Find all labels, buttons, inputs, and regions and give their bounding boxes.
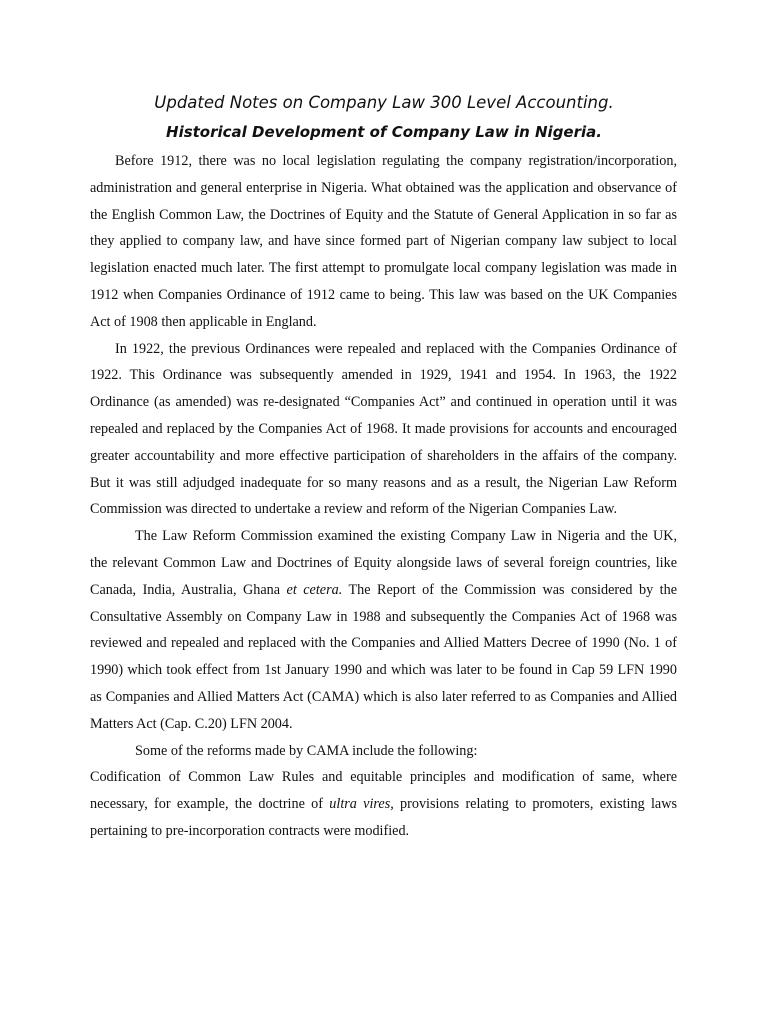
paragraph-4: Some of the reforms made by CAMA include the following: xyxy=(135,742,478,759)
paragraph-3 xyxy=(90,523,677,737)
paragraph-5 xyxy=(90,764,677,844)
paragraph-3-text-a: The Law Reform Commission examined the existing Company Law in Nigeria and the UK, the relevant Common Law and Doctrines of Equity alongside laws of several foreign countries, like Canada, India, Australia, Ghana xyxy=(90,528,677,598)
document-title: Updated Notes on Company Law 300 Level Accounting. xyxy=(154,93,614,112)
section-heading: Historical Development of Company Law in Nigeria. xyxy=(166,123,602,141)
paragraph-5-italic: ultra vires, xyxy=(329,796,394,813)
paragraph-3-italic: et cetera. xyxy=(286,581,343,598)
paragraph-3-text-b: The Report of the Commission was considered by the Consultative Assembly on Company Law in 1988 and subsequently the Companies Act of 1968 was reviewed and repealed and replaced with the Companies and Allied Matters Decree of 1990 (No. 1 of 1990) which took effect from 1st January 1990 and which was later to be found in Cap 59 LFN 1990 as Companies and Allied Matters Act (CAMA) which is also later referred to as Companies and Allied Matters Act (Cap. C.20) LFN 2004. xyxy=(90,581,677,732)
paragraph-5-text-b: provisions relating to promoters, existing laws pertaining to pre-incorporation contracts were modified. xyxy=(90,796,677,839)
paragraph-5-text-a: Codification of Common Law Rules and equitable principles and modification of same, where necessary, for example, the doctrine of xyxy=(90,769,677,813)
paragraph-1: Before 1912, there was no local legislation regulating the company registration/incorporation, administration and general enterprise in Nigeria. What obtained was the application and observance of the English Common Law, the Doctrines of Equity and the Statute of General Application in so far as they applied to company law, and have since formed part of Nigerian company law subject to local legislation enacted much later. The first attempt to promulgate local company legislation was made in 1912 when Companies Ordinance of 1912 came to being. This law was based on the UK Companies Act of 1908 then applicable in England. xyxy=(90,153,677,330)
document-body xyxy=(90,148,677,845)
paragraph-2: In 1922, the previous Ordinances were repealed and replaced with the Companies Ordinance of 1922. This Ordinance was subsequently amended in 1929, 1941 and 1954. In 1963, the 1922 Ordinance (as amended) was re-designated “Companies Act” and continued in operation until it was repealed and replaced by the Companies Act of 1968. It made provisions for accounts and encouraged greater accountability and more effective participation of shareholders in the affairs of the company. But it was still adjudged inadequate for so many reasons and as a result, the Nigerian Law Reform Commission was directed to undertake a review and reform of the Nigerian Companies Law. xyxy=(90,340,677,518)
